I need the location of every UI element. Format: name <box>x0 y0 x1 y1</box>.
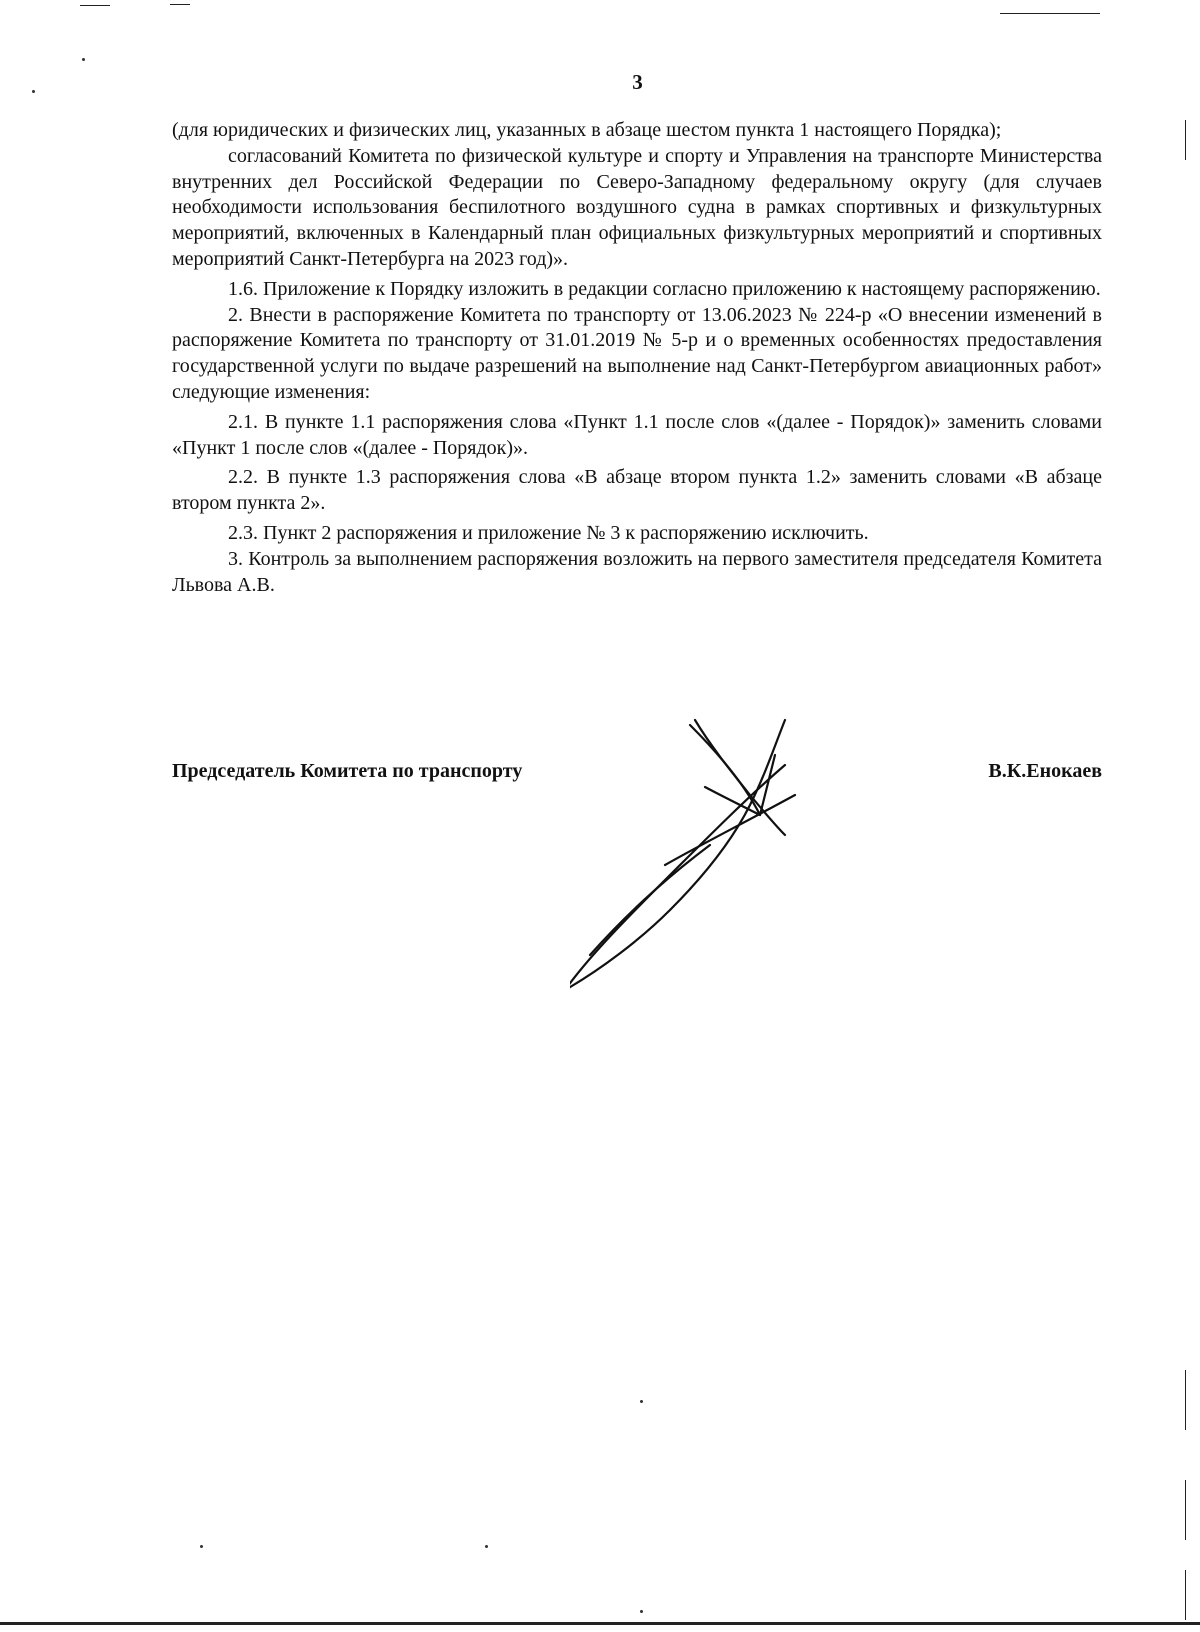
paragraph: 2.1. В пункте 1.1 распоряжения слова «Пункт 1.1 после слов «(далее - Порядок)» заменить словами «Пункт 1 после слов «(далее - Порядок)». <box>172 410 1102 459</box>
paragraph: (для юридических и физических лиц, указанных в абзаце шестом пункта 1 настоящего Порядка); <box>172 119 1002 141</box>
scan-border-right-mark <box>1185 1480 1186 1540</box>
paragraph: 2.2. В пункте 1.3 распоряжения слова «В абзаце втором пункта 1.2» заменить словами «В абзаце втором пункта 2». <box>172 466 1102 515</box>
scan-speck <box>640 1610 643 1613</box>
paragraph: 2.3. Пункт 2 распоряжения и приложение № 3 к распоряжению исключить. <box>228 521 869 544</box>
page-number: 3 <box>632 70 643 94</box>
signatory-name: В.К.Енокаев <box>988 760 1102 782</box>
document-body <box>172 118 1102 598</box>
scan-border-right-mark <box>1185 1570 1186 1620</box>
scan-speck <box>32 90 35 93</box>
scan-border-bottom <box>0 1622 1200 1625</box>
scan-speck <box>82 58 85 61</box>
handwritten-signature <box>570 715 840 995</box>
paragraph: 1.6. Приложение к Порядку изложить в редакции согласно приложению к настоящему распоряжению. <box>228 277 1101 300</box>
paragraph: согласований Комитета по физической культуре и спорту и Управления на транспорте Министерства внутренних дел Российской Федерации по Северо-Западному федеральному округу (для случаев необходимости использования беспилотного воздушного судна в рамках спортивных и физкультурных мероприятий, включенных в Календарный план официальных физкультурных мероприятий и спортивных мероприятий Санкт-Петербурга на 2023 год)». <box>172 144 1102 270</box>
scan-speck <box>640 1400 643 1403</box>
scan-border-right-mark <box>1185 120 1186 160</box>
scan-border-right-mark <box>1185 1370 1186 1430</box>
scan-border-top-dash <box>170 4 190 5</box>
paragraph: 2. Внести в распоряжение Комитета по транспорту от 13.06.2023 № 224-р «О внесении изменений в распоряжение Комитета по транспорту от 31.01.2019 № 5-р и о временных особенностях предоставления государственной услуги по выдаче разрешений на выполнение над Санкт-Петербургом авиационных работ» следующие изменения: <box>172 303 1102 403</box>
scan-border-top-dash <box>80 5 110 6</box>
scan-speck <box>485 1545 488 1548</box>
signatory-title: Председатель Комитета по транспорту <box>172 760 523 782</box>
scan-border-top-dash <box>1000 13 1100 14</box>
paragraph: 3. Контроль за выполнением распоряжения возложить на первого заместителя председателя Комитета Львова А.В. <box>172 547 1102 596</box>
scan-speck <box>200 1545 203 1548</box>
